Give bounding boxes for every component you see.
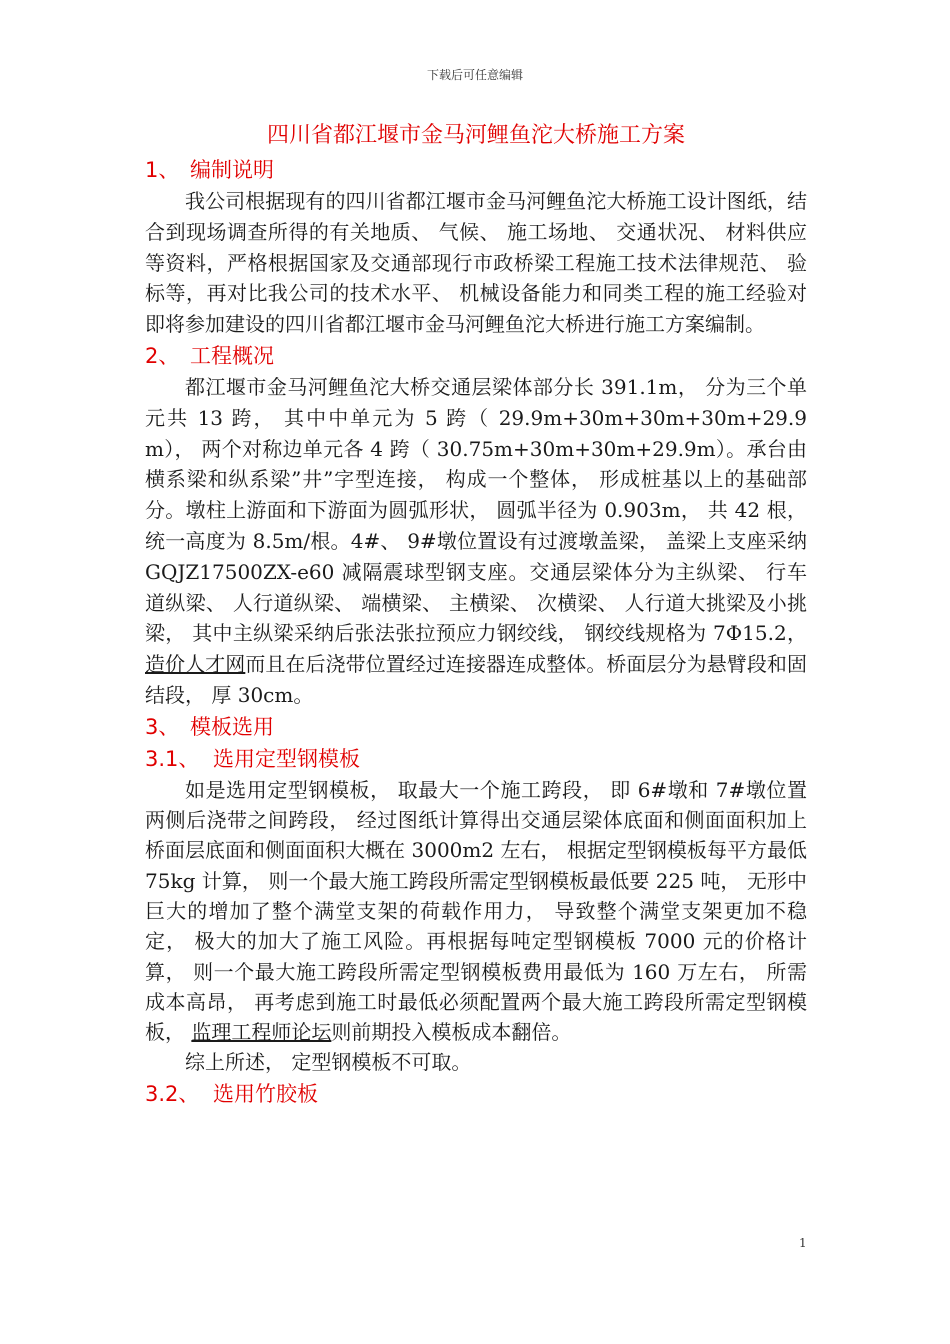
section-heading-3 <box>145 711 807 743</box>
section-heading-3-1 <box>145 743 807 775</box>
section-number: 2、 <box>145 343 180 368</box>
section-number: 1、 <box>145 158 180 182</box>
link-jianli[interactable]: 监理工程师论坛 <box>191 1020 332 1045</box>
paragraph-overview <box>145 372 807 711</box>
document-body <box>145 118 807 1110</box>
section-heading-3-2 <box>145 1078 807 1110</box>
section-title: 选用竹胶板 <box>213 1081 318 1106</box>
section-heading-1 <box>145 154 807 186</box>
section-title: 工程概况 <box>190 343 274 368</box>
paragraph-text: 都江堰市金马河鲤鱼沱大桥交通层梁体部分长 391.1m， 分为三个单元共 13 跨， 其中中单元为 5 跨（ 29.9m+30m+30m+30m+29.9m）， 两个对称边单元各 4 跨（ 30.75m+30m+30m+29.9m）。承台由横系梁和纵系梁”井”字型连接， 构成一个整体， 形成桩基以上的基础部分。墩柱上游面和下游面为圆弧形状， 圆弧半径为 0.903m， 共 42 根， 统一高度为 8.5m/根。4#、 9#墩位置设有过渡墩盖梁， 盖梁上支座采纳 GQJZ17500ZX-e60 减隔震球型钢支座。交通层梁体分为主纵梁、 行车道纵梁、 人行道纵梁、 端横梁、 主横梁、 次横梁、 人行道大挑梁及小挑梁， 其中主纵梁采纳后张法张拉预应力钢绞线， 钢绞线规格为 7Φ15.2， <box>145 374 807 646</box>
paragraph-text: 则前期投入模板成本翻倍。 <box>331 1020 572 1045</box>
section-title: 编制说明 <box>190 158 274 182</box>
section-number: 3.2、 <box>145 1081 200 1106</box>
document-title: 四川省都江堰市金马河鲤鱼沱大桥施工方案 <box>266 123 685 148</box>
paragraph-compilation: 我公司根据现有的四川省都江堰市金马河鲤鱼沱大桥施工设计图纸，结合到现场调查所得的有关地质、 气候、 施工场地、 交通状况、 材料供应等资料，严格根据国家及交通部现行市政桥梁工程施工技术法律规范、 验标等，再对比我公司的技术水平、 机械设备能力和同类工程的施工经验对即将参加建设的四川省都江堰市金马河鲤鱼沱大桥进行施工方案编制。 <box>145 189 807 337</box>
section-number: 3.1、 <box>145 746 200 771</box>
page-number: 1 <box>799 1236 807 1250</box>
header-note: 下载后可任意编辑 <box>426 68 523 82</box>
paragraph-text: 而且在后浇带位置经过连接器连成整体。桥面层分为悬臂段和固结段， 厚 30cm。 <box>145 652 807 707</box>
section-title: 模板选用 <box>190 714 274 739</box>
section-title: 选用定型钢模板 <box>213 746 360 771</box>
section-number: 3、 <box>145 714 180 739</box>
paragraph-text: 如是选用定型钢模板， 取最大一个施工跨段， 即 6#墩和 7#墩位置两侧后浇带之间跨段， 经过图纸计算得出交通层梁体底面和侧面面积加上桥面层底面和侧面面积大概在 3000m2 左右， 根据定型钢模板每平方最低 75kg 计算， 则一个最大施工跨段所需定型钢模板最低要 225 吨， 无形中巨大的增加了整个满堂支架的荷载作用力， 导致整个满堂支架更加不稳定， 极大的加大了施工风险。再根据每吨定型钢模板 7000 元的价格计算， 则一个最大施工跨段所需定型钢模板费用最低为 160 万左右， 所需成本高昂， 再考虑到施工时最低必须配置两个最大施工跨段所需定型钢模板， <box>145 777 807 1045</box>
paragraph-steel-formwork <box>145 775 807 1048</box>
section-heading-2 <box>145 340 807 372</box>
paragraph-conclusion: 综上所述， 定型钢模板不可取。 <box>185 1050 472 1075</box>
link-zaojia[interactable]: 造价人才网 <box>145 652 246 677</box>
